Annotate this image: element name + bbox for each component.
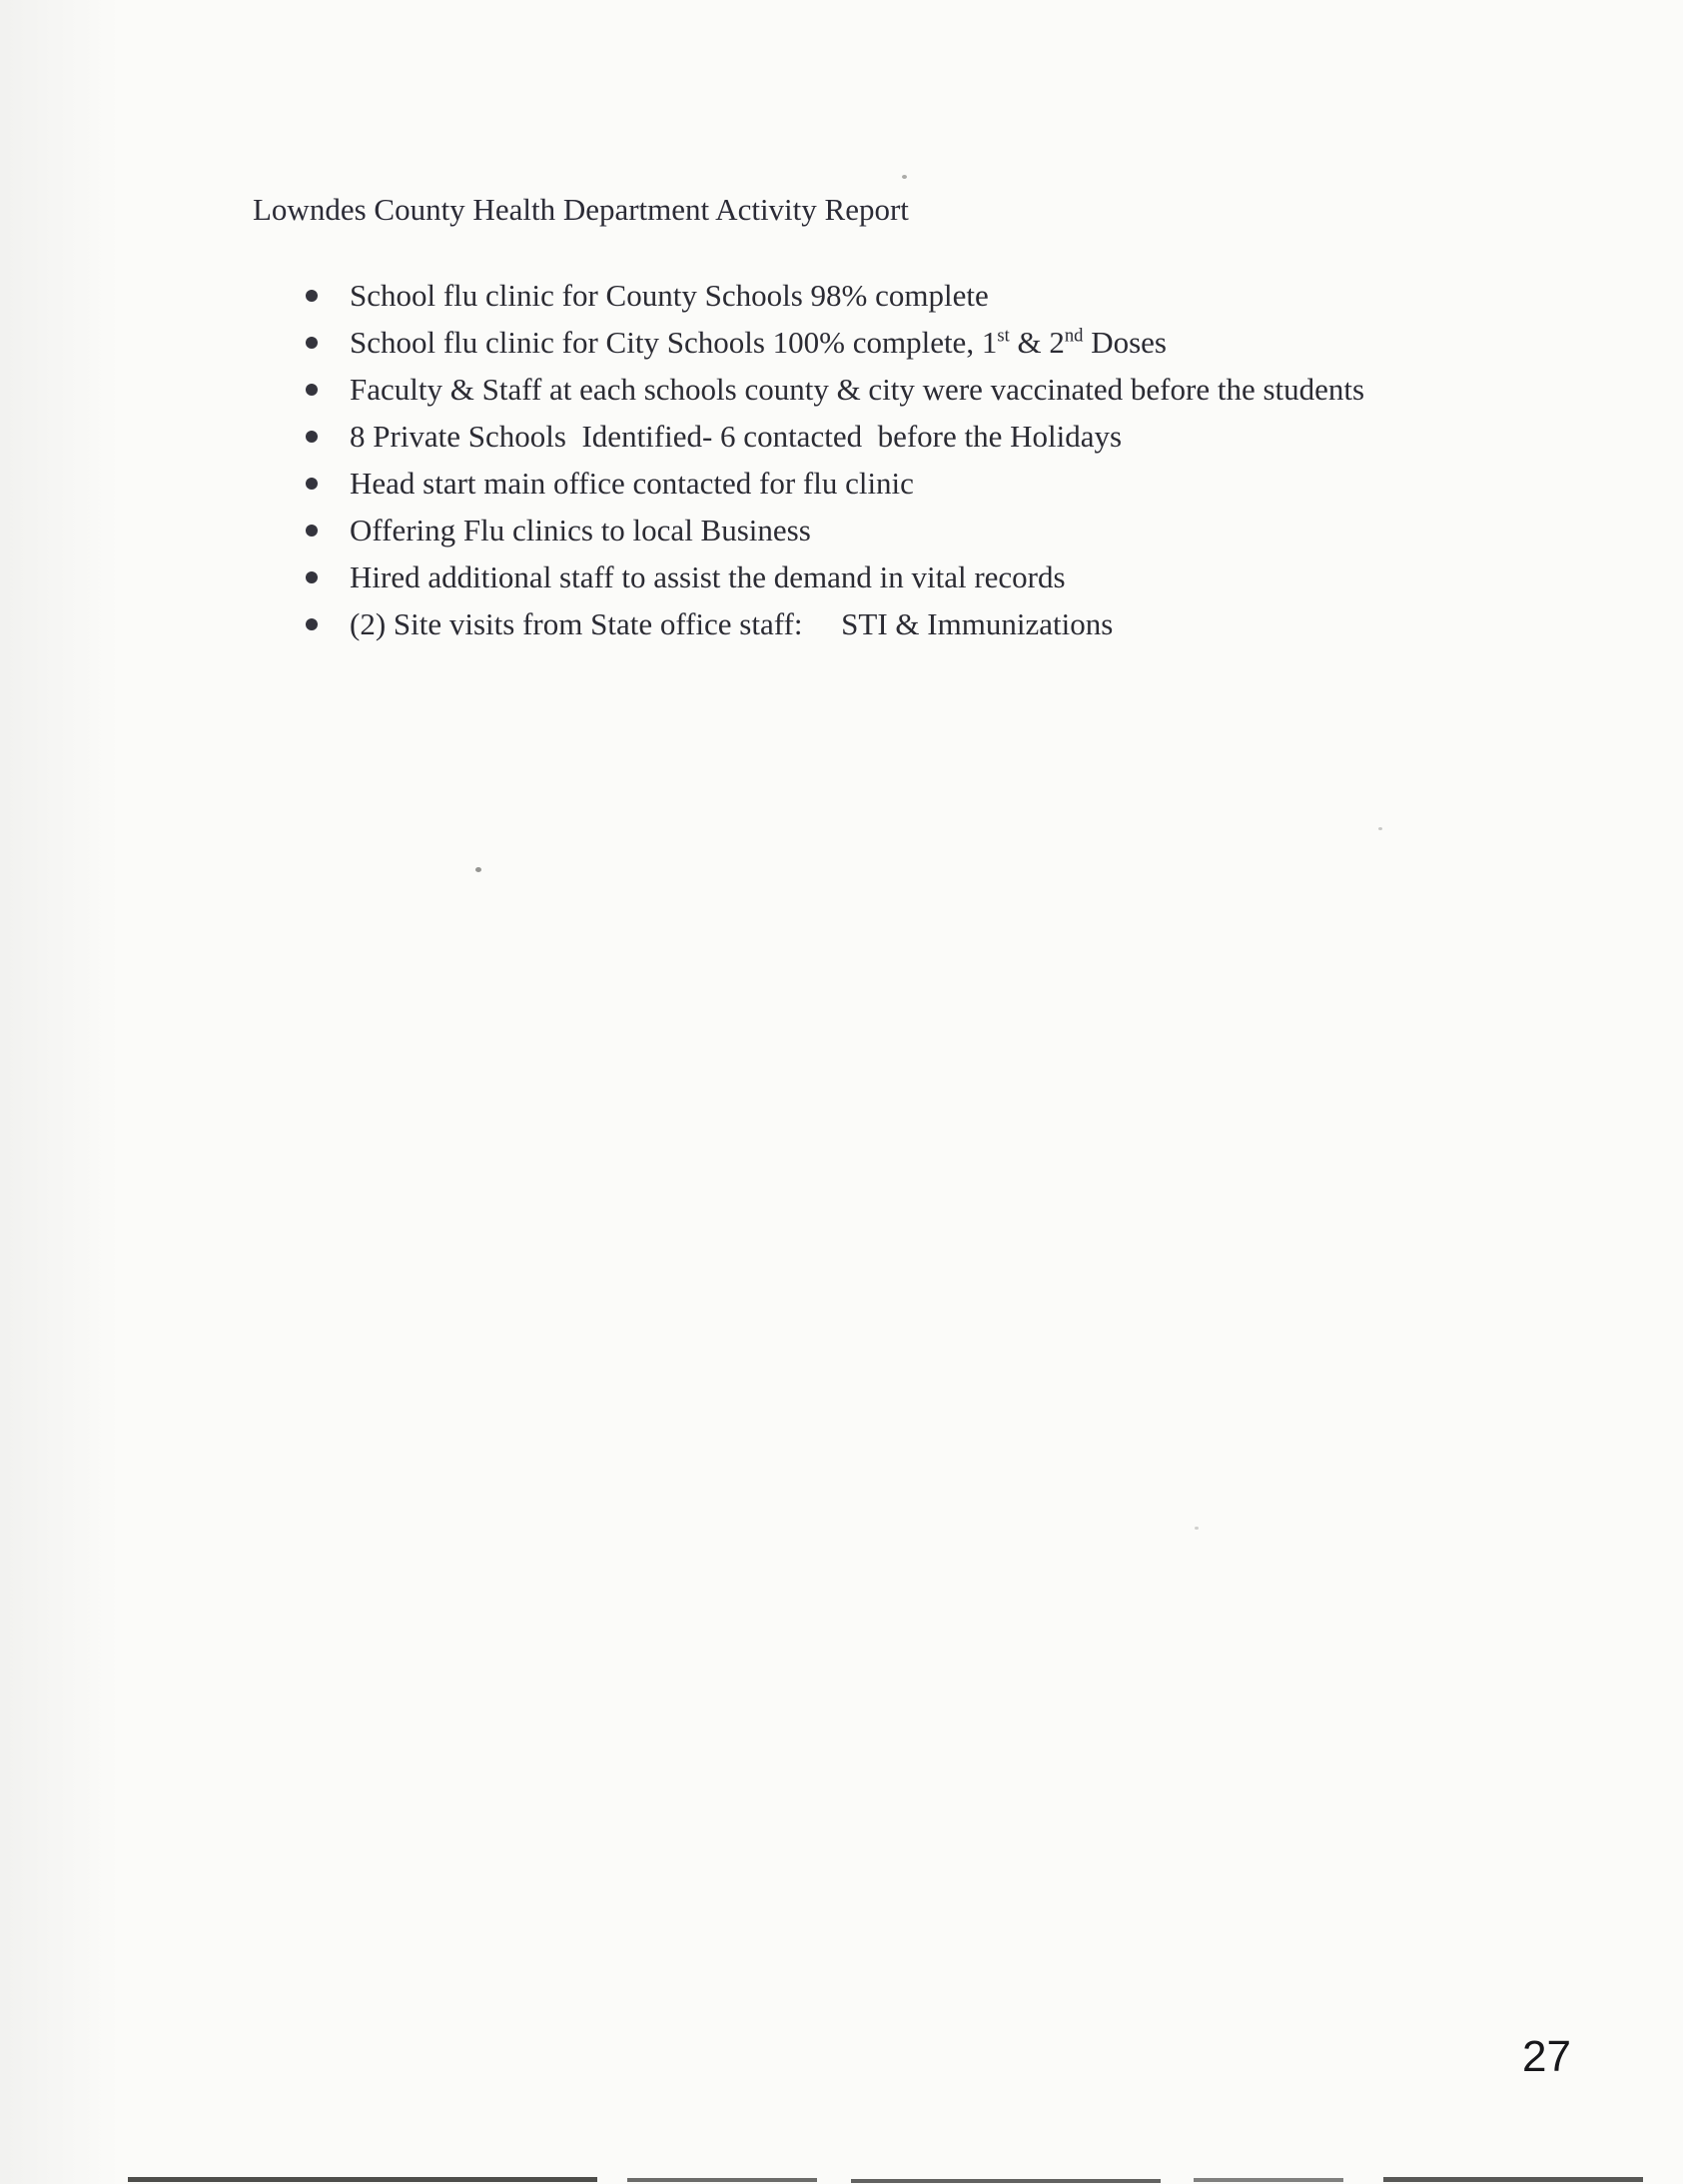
list-item: [350, 366, 1408, 413]
bullet-text: School flu clinic for City Schools 100% complete, 1: [350, 325, 998, 360]
list-item: [350, 600, 1408, 647]
bullet-text: Doses: [1083, 325, 1167, 360]
bullet-list: [253, 272, 1408, 647]
scan-edge-artifact: [851, 2179, 1161, 2183]
scan-speck: [902, 175, 907, 179]
document-content: [253, 190, 1381, 647]
bullet-text: Hired additional staff to assist the demand in vital records: [350, 559, 1066, 594]
bullet-text: Head start main office contacted for flu clinic: [350, 466, 914, 501]
bullet-icon: [306, 431, 318, 443]
scan-edge-artifact: [128, 2177, 597, 2182]
bullet-text: School flu clinic for County Schools 98% complete: [350, 278, 989, 313]
scan-edge-artifact: [627, 2178, 817, 2182]
list-item: [350, 507, 1408, 553]
list-item: [350, 460, 1408, 507]
bullet-icon: [306, 384, 318, 396]
scan-speck: [475, 867, 481, 872]
bullet-text: (2) Site visits from State office staff: STI & Immunizations: [350, 606, 1114, 641]
scan-speck: [1195, 1527, 1199, 1530]
bullet-icon: [306, 525, 318, 537]
bullet-text: 8 Private Schools Identified- 6 contacted before the Holidays: [350, 419, 1123, 454]
list-item: [350, 553, 1408, 600]
scan-edge-artifact: [1383, 2177, 1643, 2182]
bullet-text: Offering Flu clinics to local Business: [350, 513, 811, 547]
list-item: [350, 272, 1408, 319]
ordinal-superscript: nd: [1064, 325, 1084, 347]
page-number: 27: [1522, 2032, 1571, 2081]
bullet-icon: [306, 618, 318, 630]
bullet-text: Faculty & Staff at each schools county & city were vaccinated before the students: [350, 372, 1365, 407]
bullet-icon: [306, 337, 318, 349]
bullet-icon: [306, 290, 318, 302]
bullet-text: & 2: [1009, 325, 1065, 360]
list-item: [350, 413, 1408, 460]
scan-speck: [1378, 827, 1382, 830]
ordinal-superscript: st: [997, 325, 1010, 347]
bullet-icon: [306, 571, 318, 583]
scan-edge-artifact: [1194, 2178, 1343, 2182]
bullet-icon: [306, 478, 318, 490]
list-item: [350, 319, 1408, 366]
page-title: Lowndes County Health Department Activity Report: [253, 192, 909, 227]
